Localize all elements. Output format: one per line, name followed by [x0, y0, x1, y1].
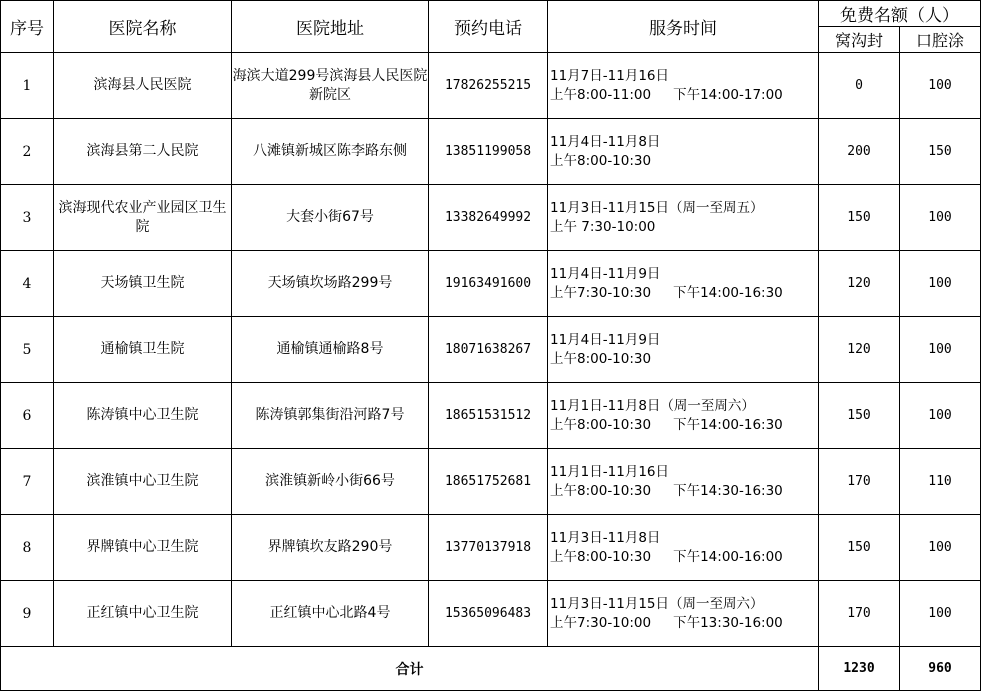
time-pm: 下午14:00-17:00	[673, 86, 783, 103]
row-seq: 3	[1, 185, 54, 251]
table-row	[1, 515, 981, 581]
row-phone: 18651752681	[429, 449, 548, 515]
row-quota-fluoride: 100	[900, 383, 981, 449]
row-hospital-address: 通榆镇通榆路8号	[232, 317, 429, 383]
time-am: 上午8:00-10:30	[550, 350, 652, 367]
row-seq: 1	[1, 53, 54, 119]
time-am: 上午7:30-10:30	[550, 284, 652, 301]
row-quota-fluoride: 100	[900, 317, 981, 383]
table-row	[1, 449, 981, 515]
row-seq: 9	[1, 581, 54, 647]
total-label: 合计	[1, 647, 819, 691]
table-row	[1, 581, 981, 647]
time-am: 上午8:00-10:30	[550, 416, 652, 433]
row-hospital-name: 陈涛镇中心卫生院	[54, 383, 232, 449]
row-hospital-address: 天场镇坎场路299号	[232, 251, 429, 317]
row-phone: 18651531512	[429, 383, 548, 449]
row-quota-sealant: 150	[819, 515, 900, 581]
row-hospital-address: 界牌镇坎友路290号	[232, 515, 429, 581]
header-seq: 序号	[1, 1, 54, 53]
row-quota-sealant: 120	[819, 251, 900, 317]
total-row	[1, 647, 981, 691]
table-row	[1, 251, 981, 317]
row-service-time	[548, 185, 819, 251]
time-date-range: 11月4日-11月9日	[550, 331, 661, 348]
row-service-time	[548, 251, 819, 317]
row-phone: 13851199058	[429, 119, 548, 185]
row-quota-sealant: 150	[819, 383, 900, 449]
time-am: 上午8:00-10:30	[550, 152, 652, 169]
row-service-time	[548, 119, 819, 185]
row-quota-fluoride: 100	[900, 581, 981, 647]
time-date-range: 11月3日-11月15日（周一至周六）	[550, 595, 764, 612]
row-service-time	[548, 449, 819, 515]
row-quota-fluoride: 110	[900, 449, 981, 515]
table-row	[1, 53, 981, 119]
time-date-range: 11月1日-11月8日（周一至周六）	[550, 397, 755, 414]
header-hospital-name: 医院名称	[54, 1, 232, 53]
row-quota-fluoride: 150	[900, 119, 981, 185]
header-hospital-address: 医院地址	[232, 1, 429, 53]
row-phone: 15365096483	[429, 581, 548, 647]
row-service-time	[548, 581, 819, 647]
row-quota-sealant: 150	[819, 185, 900, 251]
table-row	[1, 119, 981, 185]
row-hospital-name: 滨海现代农业产业园区卫生院	[54, 185, 232, 251]
row-quota-fluoride: 100	[900, 515, 981, 581]
row-seq: 2	[1, 119, 54, 185]
row-hospital-name: 滨海县人民医院	[54, 53, 232, 119]
time-pm: 下午14:00-16:30	[673, 416, 783, 433]
header-quota-sealant: 窝沟封	[819, 27, 900, 53]
row-hospital-address: 陈涛镇郭集街沿河路7号	[232, 383, 429, 449]
row-phone: 18071638267	[429, 317, 548, 383]
row-quota-sealant: 170	[819, 581, 900, 647]
time-date-range: 11月4日-11月9日	[550, 265, 661, 282]
table-row	[1, 185, 981, 251]
row-hospital-address: 滨淮镇新岭小街66号	[232, 449, 429, 515]
time-pm: 下午14:00-16:30	[673, 284, 783, 301]
row-hospital-address: 大套小街67号	[232, 185, 429, 251]
row-phone: 19163491600	[429, 251, 548, 317]
row-service-time	[548, 53, 819, 119]
row-hospital-name: 界牌镇中心卫生院	[54, 515, 232, 581]
time-date-range: 11月4日-11月8日	[550, 133, 661, 150]
row-service-time	[548, 515, 819, 581]
row-service-time	[548, 383, 819, 449]
row-hospital-address: 正红镇中心北路4号	[232, 581, 429, 647]
time-pm: 下午14:00-16:00	[673, 548, 783, 565]
header-free-quota: 免费名额（人）	[819, 1, 981, 27]
row-quota-sealant: 200	[819, 119, 900, 185]
row-quota-sealant: 170	[819, 449, 900, 515]
time-date-range: 11月3日-11月8日	[550, 529, 661, 546]
row-seq: 4	[1, 251, 54, 317]
row-quota-fluoride: 100	[900, 185, 981, 251]
row-quota-fluoride: 100	[900, 251, 981, 317]
time-date-range: 11月1日-11月16日	[550, 463, 669, 480]
time-pm: 下午13:30-16:00	[673, 614, 783, 631]
header-phone: 预约电话	[429, 1, 548, 53]
row-phone: 13382649992	[429, 185, 548, 251]
time-am: 上午8:00-10:30	[550, 482, 652, 499]
row-hospital-name: 天场镇卫生院	[54, 251, 232, 317]
row-hospital-address: 海滨大道299号滨海县人民医院新院区	[232, 53, 429, 119]
row-seq: 6	[1, 383, 54, 449]
table-row	[1, 317, 981, 383]
time-pm: 下午14:30-16:30	[673, 482, 783, 499]
time-am: 上午7:30-10:00	[550, 614, 652, 631]
row-hospital-name: 正红镇中心卫生院	[54, 581, 232, 647]
time-date-range: 11月3日-11月15日（周一至周五）	[550, 199, 764, 216]
row-hospital-name: 滨淮镇中心卫生院	[54, 449, 232, 515]
row-seq: 5	[1, 317, 54, 383]
time-date-range: 11月7日-11月16日	[550, 67, 669, 84]
time-am: 上午8:00-10:30	[550, 548, 652, 565]
header-service-time: 服务时间	[548, 1, 819, 53]
row-seq: 7	[1, 449, 54, 515]
row-hospital-address: 八滩镇新城区陈李路东侧	[232, 119, 429, 185]
time-am: 上午 7:30-10:00	[550, 218, 656, 235]
row-seq: 8	[1, 515, 54, 581]
row-hospital-name: 通榆镇卫生院	[54, 317, 232, 383]
table-row	[1, 383, 981, 449]
time-am: 上午8:00-11:00	[550, 86, 652, 103]
row-hospital-name: 滨海县第二人民院	[54, 119, 232, 185]
row-quota-sealant: 0	[819, 53, 900, 119]
total-quota-fluoride: 960	[900, 647, 981, 691]
total-quota-sealant: 1230	[819, 647, 900, 691]
row-phone: 17826255215	[429, 53, 548, 119]
row-service-time	[548, 317, 819, 383]
row-quota-fluoride: 100	[900, 53, 981, 119]
row-phone: 13770137918	[429, 515, 548, 581]
header-quota-fluoride: 口腔涂	[900, 27, 981, 53]
row-quota-sealant: 120	[819, 317, 900, 383]
